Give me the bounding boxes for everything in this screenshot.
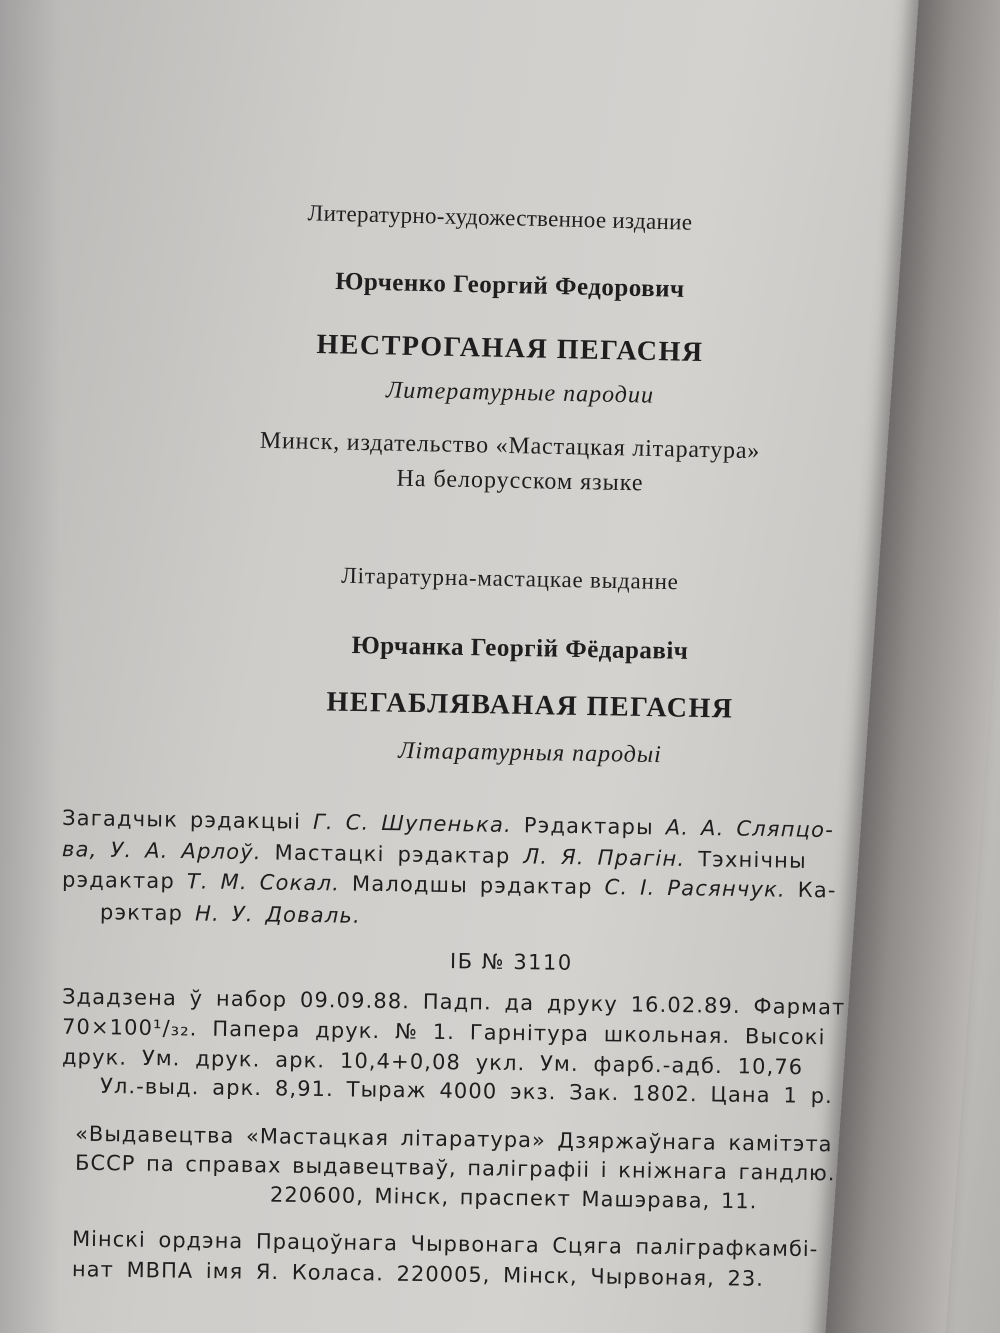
ru-title: НЕСТРОГАНАЯ ПЕГАСНЯ	[316, 328, 704, 369]
credits-tech-label-cont: рэдактар	[61, 867, 176, 894]
credits-editor-chief-name: Г. С. Шупенька.	[312, 809, 513, 838]
ru-edition-type: Литературно-художественное издание	[307, 200, 693, 235]
credits-proof-label-cont: рэктар	[99, 900, 184, 926]
credits-junior-editor-name: С. І. Расянчук.	[604, 875, 787, 902]
by-edition-type: Літаратурна-мастацкае выданне	[341, 562, 679, 595]
publisher-info-line-2: БССР па справах выдавецтваў, паліграфіі і кніжнага гандлю.	[74, 1150, 836, 1186]
credits-art-editor-name: Л. Я. Прагін.	[523, 844, 686, 871]
by-author: Юрчанка Георгій Фёдаравіч	[351, 632, 689, 665]
ib-number: ІБ № 3110	[449, 949, 573, 975]
credits-junior-editor-label: Малодшы рэдактар	[351, 871, 593, 900]
printer-info-line-1: Мінскі ордэна Працоўнага Чырвонага Сцяга паліграфкамбі-	[71, 1226, 819, 1262]
credits-editor-chief-label: Загадчык рэдакцыі	[61, 805, 302, 834]
credits-proof-label: Ка-	[797, 877, 837, 903]
print-info-line-2: 70×100¹/₃₂. Папера друк. № 1. Гарнітура школьная. Высокі	[61, 1014, 826, 1050]
print-info-line-3: друк. Ум. друк. арк. 10,4+0,08 укл. Ум. фарб.-адб. 10,76	[61, 1044, 804, 1080]
credits-line-1	[62, 806, 834, 842]
credits-line-3	[62, 868, 837, 903]
credits-line-2	[62, 837, 807, 873]
publisher-info-line-1: «Выдавецтва «Мастацкая літаратура» Дзяржаўнага камітэта	[74, 1121, 833, 1157]
publisher-info-line-3: 220600, Мінск, праспект Машэрава, 11.	[269, 1182, 758, 1214]
next-page-edge	[822, 0, 1000, 1333]
ru-subtitle: Литературные пародии	[385, 377, 655, 409]
ru-publisher-line: Минск, издательство «Мастацкая літаратура»	[259, 427, 761, 465]
by-subtitle: Літаратурныя пародыі	[397, 737, 663, 769]
print-info-line-4: Ул.-выд. арк. 8,91. Тыраж 4000 экз. Зак. 1802. Цана 1 р.	[99, 1073, 834, 1109]
credits-line-4	[100, 900, 361, 928]
credits-editors-label: Рэдактары	[523, 813, 655, 840]
by-title: НЕГАБЛЯВАНАЯ ПЕГАСНЯ	[326, 686, 734, 725]
credits-editors-name: А. А. Сляпцо-	[665, 815, 835, 843]
credits-art-editor-label: Мастацкі рэдактар	[274, 840, 511, 869]
printer-info-line-2: нат МВПА імя Я. Коласа. 220005, Мінск, Чырвоная, 23.	[71, 1257, 765, 1291]
credits-proofreader-name: Н. У. Доваль.	[194, 901, 362, 928]
ru-language-line: На белорусском языке	[396, 465, 644, 497]
credits-tech-editor-name: Т. М. Сокал.	[186, 869, 341, 896]
print-info-line-1: Здадзена ў набор 09.09.88. Падп. да друку 16.02.89. Фармат	[61, 984, 846, 1020]
credits-editors-name-cont: ва, У. А. Арлоў.	[61, 837, 262, 865]
credits-tech-label: Тэхнічны	[698, 847, 808, 873]
page-shadow	[0, 0, 60, 1333]
ru-author: Юрченко Георгий Федорович	[335, 268, 685, 303]
